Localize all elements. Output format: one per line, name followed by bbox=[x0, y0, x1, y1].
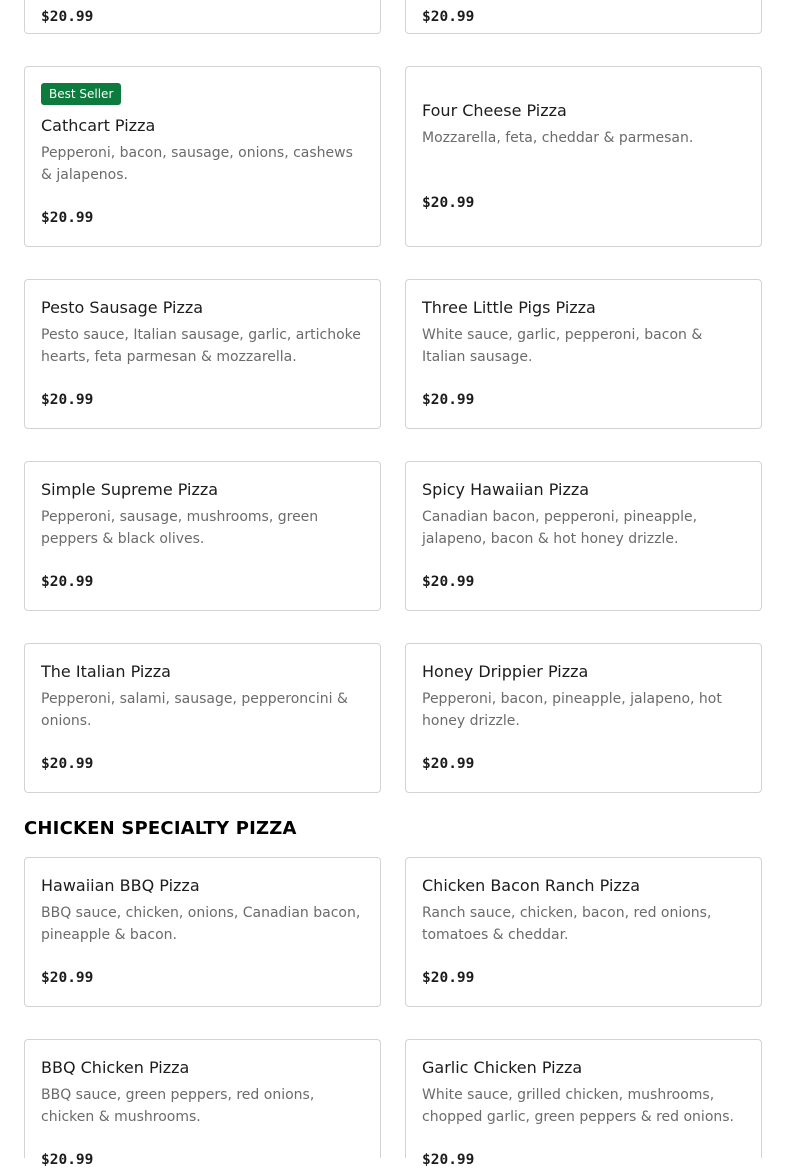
item-description: Pepperoni, bacon, sausage, onions, cashews & jalapenos. bbox=[41, 145, 353, 183]
menu-item-card[interactable] bbox=[405, 0, 762, 34]
item-description: BBQ sauce, chicken, onions, Canadian bacon, pineapple & bacon. bbox=[41, 905, 361, 943]
item-name: Hawaiian BBQ Pizza bbox=[41, 876, 200, 895]
menu-item-card-garlic-chicken-pizza[interactable] bbox=[405, 1039, 762, 1168]
item-name: Cathcart Pizza bbox=[41, 116, 156, 135]
item-price: $20.99 bbox=[422, 9, 475, 25]
item-name: The Italian Pizza bbox=[41, 662, 171, 681]
menu-item-card-the-italian-pizza[interactable] bbox=[24, 643, 381, 793]
item-price: $20.99 bbox=[41, 210, 94, 226]
item-description: White sauce, grilled chicken, mushrooms, chopped garlic, green peppers & red onions. bbox=[422, 1087, 735, 1125]
item-price: $20.99 bbox=[422, 1152, 475, 1168]
item-description: BBQ sauce, green peppers, red onions, chicken & mushrooms. bbox=[41, 1087, 315, 1125]
menu-item-card-spicy-hawaiian-pizza[interactable] bbox=[405, 461, 762, 611]
item-name: Three Little Pigs Pizza bbox=[422, 298, 596, 317]
menu-item-card-cathcart-pizza[interactable] bbox=[24, 66, 381, 247]
item-price: $20.99 bbox=[41, 574, 94, 590]
item-description: Mozzarella, feta, cheddar & parmesan. bbox=[422, 130, 694, 146]
item-price: $20.99 bbox=[41, 9, 94, 25]
item-name: Chicken Bacon Ranch Pizza bbox=[422, 876, 640, 895]
item-price: $20.99 bbox=[41, 392, 94, 408]
item-description: Ranch sauce, chicken, bacon, red onions, tomatoes & cheddar. bbox=[422, 905, 712, 943]
item-description: White sauce, garlic, pepperoni, bacon & Italian sausage. bbox=[422, 327, 703, 365]
menu-item-card-hawaiian-bbq-pizza[interactable] bbox=[24, 857, 381, 1007]
chicken-specialty-section-title: CHICKEN SPECIALTY PIZZA bbox=[24, 818, 297, 839]
menu-item-card[interactable] bbox=[24, 0, 381, 34]
item-name: Honey Drippier Pizza bbox=[422, 662, 589, 681]
menu-item-card-four-cheese-pizza[interactable] bbox=[405, 66, 762, 247]
item-name: Simple Supreme Pizza bbox=[41, 480, 219, 499]
menu-item-card-honey-drippier-pizza[interactable] bbox=[405, 643, 762, 793]
item-description: Canadian bacon, pepperoni, pineapple, jalapeno, bacon & hot honey drizzle. bbox=[422, 509, 698, 547]
item-name: Pesto Sausage Pizza bbox=[41, 298, 204, 317]
menu-item-card-simple-supreme-pizza[interactable] bbox=[24, 461, 381, 611]
item-name: Spicy Hawaiian Pizza bbox=[422, 480, 590, 499]
item-name: Four Cheese Pizza bbox=[422, 101, 567, 120]
item-price: $20.99 bbox=[422, 574, 475, 590]
item-price: $20.99 bbox=[41, 970, 94, 986]
menu-item-card-bbq-chicken-pizza[interactable] bbox=[24, 1039, 381, 1168]
item-price: $20.99 bbox=[422, 392, 475, 408]
item-price: $20.99 bbox=[41, 1152, 94, 1168]
menu-item-card-chicken-bacon-ranch-pizza[interactable] bbox=[405, 857, 762, 1007]
item-description: Pepperoni, sausage, mushrooms, green peppers & black olives. bbox=[41, 509, 319, 547]
item-price: $20.99 bbox=[41, 756, 94, 772]
item-name: BBQ Chicken Pizza bbox=[41, 1058, 190, 1077]
best-seller-badge: Best Seller bbox=[41, 83, 121, 105]
item-name: Garlic Chicken Pizza bbox=[422, 1058, 583, 1077]
item-description: Pepperoni, salami, sausage, pepperoncini & onions. bbox=[41, 691, 348, 729]
item-price: $20.99 bbox=[422, 195, 475, 211]
menu-item-card-three-little-pigs-pizza[interactable] bbox=[405, 279, 762, 429]
item-description: Pesto sauce, Italian sausage, garlic, artichoke hearts, feta parmesan & mozzarella. bbox=[41, 327, 361, 365]
item-description: Pepperoni, bacon, pineapple, jalapeno, hot honey drizzle. bbox=[422, 691, 722, 729]
item-price: $20.99 bbox=[422, 970, 475, 986]
menu-item-card-pesto-sausage-pizza[interactable] bbox=[24, 279, 381, 429]
item-price: $20.99 bbox=[422, 756, 475, 772]
